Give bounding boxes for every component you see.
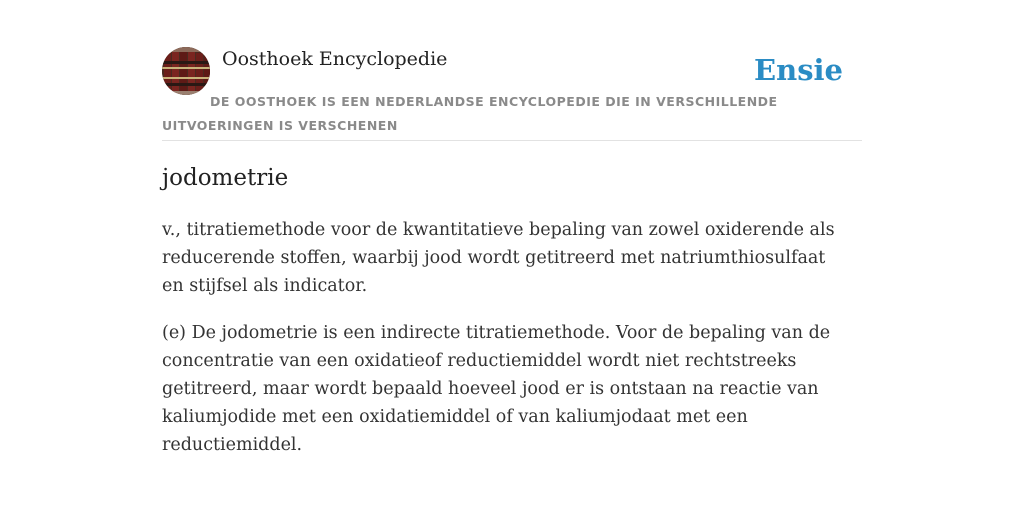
entry-content <box>162 216 842 478</box>
encyclopedia-books-icon <box>162 47 210 95</box>
site-tagline: DE OOSTHOEK IS EEN NEDERLANDSE ENCYCLOPEDIE DIE IN VERSCHILLENDE UITVOERINGEN IS VERSCHENEN <box>162 94 778 133</box>
site-name[interactable]: Oosthoek Encyclopedie <box>222 48 448 70</box>
entry-paragraph: v., titratiemethode voor de kwantitatieve bepaling van zowel oxiderende als reducerende stoffen, waarbij jood wordt getitreerd met natriumthiosulfaat en stijfsel als indicator. <box>162 220 835 296</box>
avatar[interactable] <box>162 47 210 95</box>
entry-title: jodometrie <box>162 165 289 191</box>
entry-paragraph: (e) De jodometrie is een indirecte titratiemethode. Voor de bepaling van de concentratie van een oxidatieof reductiemiddel wordt niet rechtstreeks getitreerd, maar wordt bepaald hoeveel jood er is ontstaan na reactie van kaliumjodide met een oxidatiemiddel of van kaliumjodaat met een reductiemiddel. <box>162 323 831 455</box>
header <box>162 46 862 141</box>
brand-logo[interactable]: Ensie <box>754 53 843 87</box>
